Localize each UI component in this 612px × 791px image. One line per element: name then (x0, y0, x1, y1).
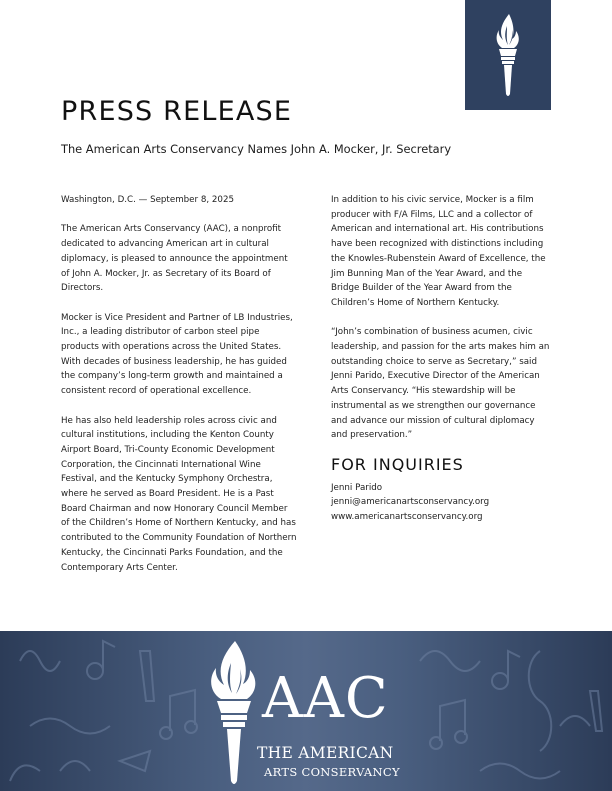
logo-initials: AAC (262, 666, 389, 731)
paragraph-quote: “John’s combination of business acumen, civic leadership, and passion for the arts makes him an outstanding choice to serve as Secretary,” said Jenni Parido, Executive Director of the American Arts Conservancy. “His stewardship will be instrumental as we strengthen our governance and advance our mission of cultural diplomacy and preservation.” (331, 327, 550, 441)
logo-name-line1: THE AMERICAN (257, 744, 394, 762)
page-title: PRESS RELEASE (61, 96, 293, 127)
contact-name: Jenni Parido (331, 482, 383, 493)
right-column (331, 193, 553, 525)
paragraph-announcement: The American Arts Conservancy (AAC), a nonprofit dedicated to advancing American art in cultural diplomacy, is pleased to announce the appointment of John A. Mocker, Jr. as Secretary of its Board of Directors. (61, 224, 288, 294)
page-subtitle: The American Arts Conservancy Names John A. Mocker, Jr. Secretary (61, 142, 452, 156)
contact-website[interactable]: www.americanartsconservancy.org (331, 512, 483, 523)
footer-banner (0, 631, 612, 791)
torch-icon (493, 12, 523, 98)
paragraph-civic: He has also held leadership roles across civic and cultural institutions, including the Kenton County Airport Board, Tri-County Economic Development Corporation, the Cincinnati International Wine Festival, and the Kentucky Symphony Orchestra, where he served as Board President. He is a Past Board Chairman and now Honorary Council Member of the Children’s Home of Northern Kentucky, and has contributed to the Community Foundation of Northern Kentucky, the Cincinnati Parks Foundation, and the Contemporary Arts Center. (61, 415, 297, 573)
logo-name-line2: ARTS CONSERVANCY (264, 765, 400, 779)
dateline: Washington, D.C. — September 8, 2025 (61, 195, 235, 205)
contact-email[interactable]: jenni@americanartsconservancy.org (331, 497, 490, 508)
paragraph-business: Mocker is Vice President and Partner of LB Industries, Inc., a leading distributor of carbon steel pipe products with operations across the United States. With decades of business leadership, he has guided the company’s long-term growth and maintained a consistent record of operational excellence. (61, 312, 293, 397)
inquiries-heading: FOR INQUIRIES (331, 454, 464, 474)
paragraph-film: In addition to his civic service, Mocker is a film producer with F/A Films, LLC and a collector of American and international art. His contributions have been recognized with distinctions including the Knowles-Rubenstein Award of Excellence, the Jim Bunning Man of the Year Award, and the Bridge Builder of the Year Award from the Children’s Home of Northern Kentucky. (331, 195, 546, 308)
left-column (61, 193, 297, 590)
header-logo-box (465, 0, 551, 110)
